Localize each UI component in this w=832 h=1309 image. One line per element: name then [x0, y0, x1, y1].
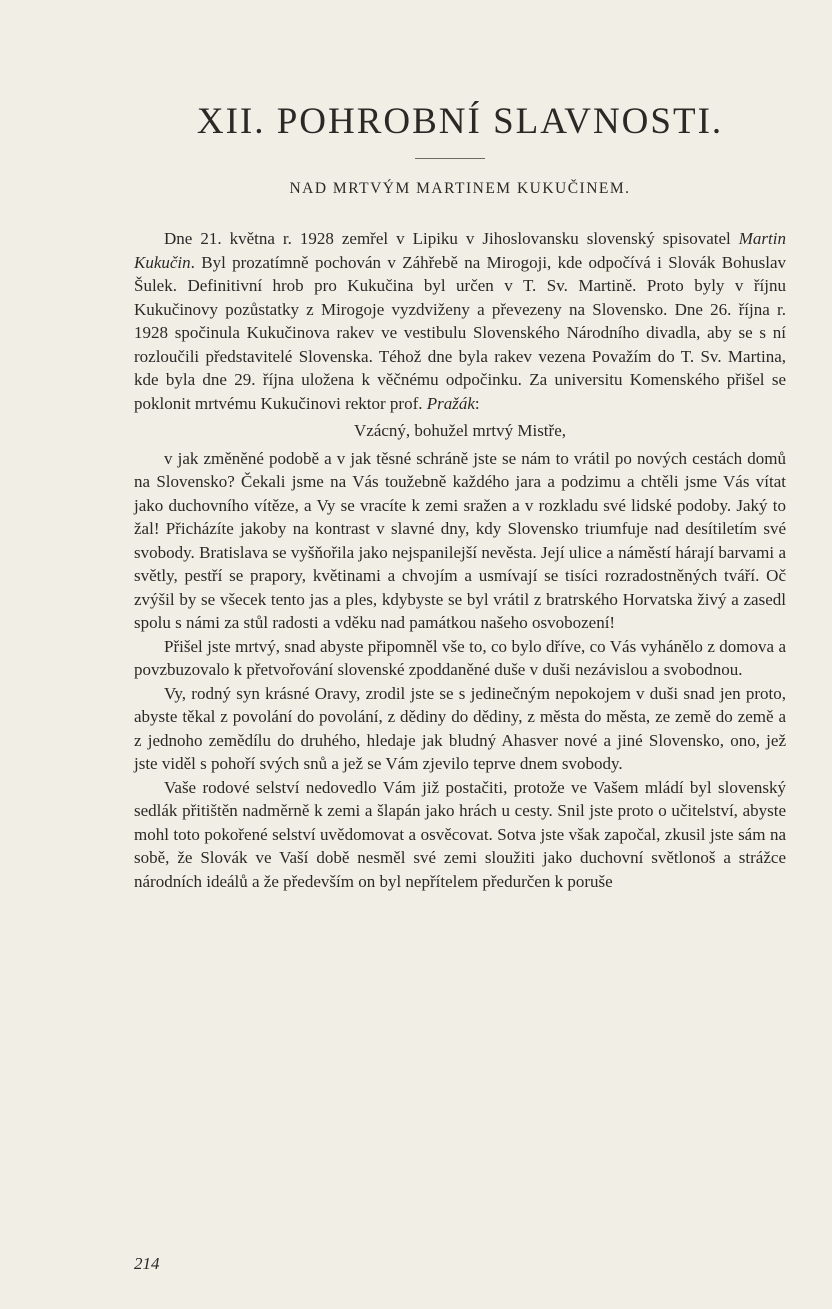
author-name: Martin Kukučin — [134, 229, 786, 272]
chapter-title: XII. POHROBNÍ SLAVNOSTI. — [196, 101, 724, 142]
intro-text-a: Dne 21. května r. 1928 zemřel v Lipiku v Jihoslovansku slovenský spisovatel — [164, 229, 739, 248]
speech-paragraph: v jak změněné podobě a v jak těsné schráně jste se nám to vrátil po nových cestách domů na Slovensko? Čekali jsme na Vás toužebně každého jara a podzimu a chtěli jsme Vás vítat jako duchovního vítěze, a Vy se vracíte k zemi sražen a v rozkladu své lidské podoby. Jaký to žal! Přicházíte jakoby na kontrast v slavné dny, kdy Slovensko triumfuje nad desítiletím své svobody. Bratislava se vyšňořila jako nejspanilejší nevěsta. Její ulice a náměstí hárají barvami a světly, pestří se prapory, květinami a chvojím a usmívají se tisíci rozradostněných tváří. Oč zvýšil by se všecek tento jas a ples, kdybyste se byl vrátil z bratrského Horvatska živý a zasedl spolu s námi za stůl radosti a vděku nad památkou našeho osvobození! — [134, 448, 786, 632]
speech-paragraph: Vaše rodové selství nedovedlo Vám již postačiti, protože ve Vašem mládí byl slovenský sedlák přitištěn nadměrně k zemi a šlapán jako hrách u cesty. Snil jste proto o učitelství, abyste mohl toto pokořené selství uvědomovat a osvěcovat. Sotva jste však započal, zkusil jste sám na sobě, že Slovák ve Vaší době nesměl své zemi sloužiti jako duchovní světlonoš a strážce národních ideálů a že především on byl nepřítelem předurčen k poruše — [134, 777, 786, 891]
intro-text-b: . Byl prozatímně pochován v Záhřebě na Mirogoji, kde odpočívá i Slovák Bohuslav Šulek. Definitivní hrob pro Kukučina byl určen v T. Sv. Martině. Proto byly v říjnu Kukučinovy pozůstatky z Mirogoje vyzdviženy a převezeny na Slovensko. Dne 26. října r. 1928 spočinula Kukučinova rakev ve vestibulu Slovenského Národního divadla, aby se s ní rozloučili představitelé Slovenska. Téhož dne byla rakev vezena Považím do T. Sv. Martina, kde byla dne 29. října uložena k věčnému odpočinku. Za universitu Komenského přišel se poklonit mrtvému Kukučinovi rektor prof. — [134, 252, 786, 413]
title-divider — [415, 158, 485, 159]
rector-name: Pražák — [426, 393, 475, 413]
speech-salutation: Vzácný, bohužel mrtvý Mistře, — [354, 421, 566, 440]
speech-paragraph: Přišel jste mrtvý, snad abyste připomněl vše to, co bylo dříve, co Vás vyhánělo z domova a povzbuzovalo k přetvořování slovenské zpoddaněné duše v duši nezávislou a svobodnou. — [134, 636, 786, 679]
intro-paragraph — [134, 227, 786, 415]
intro-text-c: : — [474, 393, 480, 413]
page-number: 214 — [134, 1254, 160, 1273]
chapter-subtitle: NAD MRTVÝM MARTINEM KUKUČINEM. — [289, 180, 631, 197]
page-body — [134, 227, 786, 893]
speech-paragraph: Vy, rodný syn krásné Oravy, zrodil jste se s jedinečným nepokojem v duši snad jen proto, abyste těkal z povolání do povolání, z dědiny do dědiny, z města do města, ze země do země a z jednoho zemědílu do druhého, hledaje jak bludný Ahasver nové a jiné Slovensko, ono, jež jste viděl s pohoří svých snů a jež se Vám zjevilo teprve dnem svobody. — [134, 683, 786, 773]
